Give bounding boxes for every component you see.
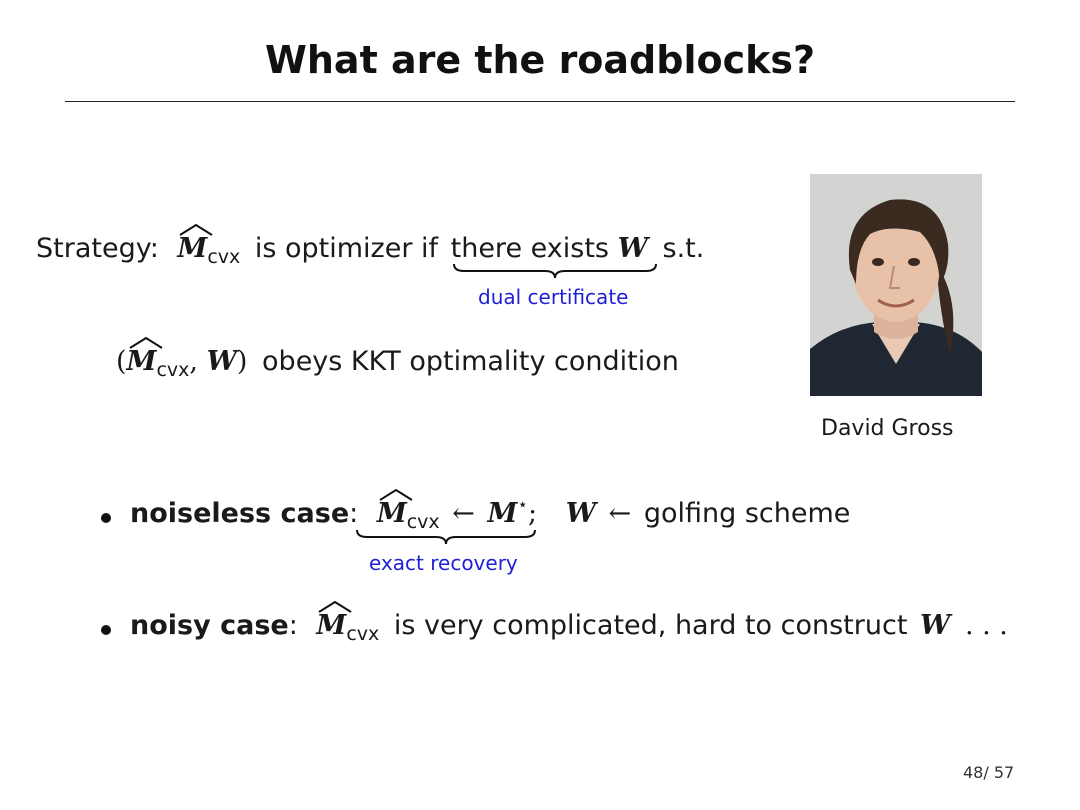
hat-accent xyxy=(318,601,352,613)
strategy-label: Strategy: xyxy=(36,233,159,264)
m-hat-cvx: $M_{cvx}$ xyxy=(177,235,240,262)
st-text: s.t. xyxy=(662,233,705,264)
slide-title: What are the roadblocks? xyxy=(264,38,816,82)
underbrace-icon xyxy=(355,528,537,546)
ellipsis: . . . xyxy=(964,610,1008,641)
underbrace-text: there exists xyxy=(450,233,609,264)
hat-accent xyxy=(179,224,213,236)
w-symbol: W xyxy=(206,346,237,377)
kkt-text: obeys KKT optimality condition xyxy=(262,346,679,377)
kkt-line: ( $M_{cvx}$, W) obeys KKT optimality condition xyxy=(116,348,679,375)
photo-caption: David Gross xyxy=(821,416,954,441)
exact-recovery-note: exact recovery xyxy=(369,551,518,575)
m-hat-cvx: $M_{cvx}$ xyxy=(377,500,440,527)
hat-accent xyxy=(379,489,413,501)
bullet-icon xyxy=(101,625,111,635)
arrow-icon: ← xyxy=(608,498,632,529)
m-star-symbol: M xyxy=(487,498,518,529)
person-photo xyxy=(810,174,982,396)
hat-accent xyxy=(129,337,163,349)
bullet-rest: is very complicated, hard to construct xyxy=(393,610,908,641)
m-hat-cvx: $M_{cvx}$ xyxy=(127,348,190,375)
arrow-icon: ← xyxy=(452,498,475,529)
underbrace-group xyxy=(451,235,648,262)
strategy-text: is optimizer if xyxy=(254,233,439,264)
underbrace-icon xyxy=(452,262,658,280)
w-symbol: W xyxy=(617,233,648,264)
bullet-noisy: noisy case: $M_{cvx}$ is very complicated, hard to construct W . . . xyxy=(130,612,1008,639)
title-rule xyxy=(65,101,1015,102)
bullet-rest: golfing scheme xyxy=(643,498,851,529)
page-number: 48/ 57 xyxy=(963,763,1015,782)
w-symbol: W xyxy=(920,610,951,641)
dual-certificate-note: dual certificate xyxy=(478,285,629,309)
bullet-heading: noisy case xyxy=(130,610,289,641)
portrait-image xyxy=(810,174,982,396)
bullet-heading: noiseless case xyxy=(130,498,350,529)
w-symbol: W xyxy=(565,498,597,529)
strategy-line xyxy=(36,233,705,268)
bullet-icon xyxy=(101,513,111,523)
m-hat-cvx: $M_{cvx}$ xyxy=(316,612,379,639)
bullet-noiseless: noiseless case: $M_{cvx}$ ← M⋆; W ← golfing scheme xyxy=(130,500,850,527)
